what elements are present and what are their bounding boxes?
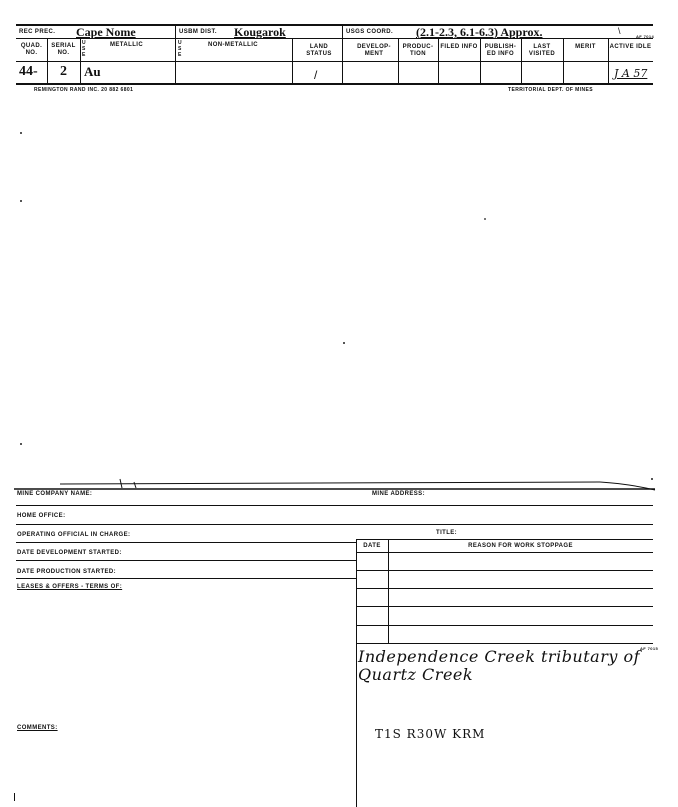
divider	[356, 643, 653, 644]
home-office-label: HOME OFFICE:	[17, 513, 66, 519]
divider	[16, 578, 356, 579]
col-non-metallic: NON-METALLIC	[208, 42, 259, 48]
date-col-header: DATE	[363, 543, 381, 549]
col-production: PRODUC- TION	[402, 44, 434, 57]
rec-prec-label: REC PREC.	[19, 29, 56, 35]
scan-speck	[20, 443, 22, 445]
scan-speck	[343, 342, 345, 344]
col-filed-info: FILED INFO	[440, 44, 478, 50]
col-use-2: U S E	[178, 40, 183, 58]
usbm-dist-label: USBM DIST.	[179, 29, 218, 35]
land-status-value: /	[314, 68, 318, 82]
column-head-rule	[16, 61, 653, 62]
divider	[14, 793, 15, 801]
divider	[356, 552, 653, 553]
divider	[388, 539, 389, 643]
col-development: DEVELOP- MENT	[357, 44, 391, 57]
divider	[292, 38, 293, 83]
form-code-2: AF 7015	[640, 646, 659, 651]
card-edge	[0, 474, 678, 494]
divider	[356, 539, 357, 807]
scan-speck	[484, 218, 486, 220]
divider	[175, 24, 176, 83]
divider	[356, 588, 653, 589]
col-use-1: U S E	[82, 40, 87, 58]
mine-company-name-label: MINE COMPANY NAME:	[17, 491, 93, 497]
col-active-idle: ACTIVE IDLE	[609, 44, 652, 50]
divider	[80, 38, 81, 83]
usgs-coord-value: (2.1-2.3, 6.1-6.3) Approx.	[416, 25, 543, 39]
bottom-rule	[16, 83, 653, 85]
handwritten-note-line-1: Independence Creek tributary of	[358, 647, 641, 666]
rec-prec-value: Cape Nome	[76, 25, 136, 39]
usbm-dist-value: Kougarok	[234, 25, 286, 39]
divider	[16, 505, 653, 506]
reason-col-header: REASON FOR WORK STOPPAGE	[468, 543, 573, 549]
col-merit: MERIT	[575, 44, 596, 50]
col-serial-no: SERIAL NO.	[51, 43, 76, 56]
scan-speck	[20, 132, 22, 134]
col-metallic: METALLIC	[110, 42, 144, 48]
divider	[16, 524, 653, 525]
usgs-coord-label: USGS COORD.	[346, 29, 394, 35]
divider	[356, 570, 653, 571]
comments-label: COMMENTS:	[17, 725, 58, 731]
divider	[16, 542, 356, 543]
handwritten-note-line-3: T1S R30W KRM	[375, 727, 486, 741]
title-label: TITLE:	[436, 530, 458, 536]
date-development-label: DATE DEVELOPMENT STARTED:	[17, 550, 122, 556]
divider	[356, 625, 653, 626]
leases-offers-label: LEASES & OFFERS - TERMS OF:	[17, 584, 123, 590]
col-quad-no: QUAD. NO.	[20, 43, 43, 56]
mine-address-label: MINE ADDRESS:	[372, 491, 425, 497]
handwritten-note-line-2: Quartz Creek	[358, 665, 474, 684]
metallic-value: Au	[84, 64, 101, 79]
col-last-visited: LAST VISITED	[528, 44, 556, 57]
form-code: AF 7014	[636, 34, 655, 39]
printer-line: REMINGTON RAND INC. 20 882 6801	[34, 87, 134, 93]
quad-value: 44-	[19, 64, 38, 79]
divider	[356, 606, 653, 607]
scan-speck	[20, 200, 22, 202]
corner-mark: \	[618, 26, 621, 36]
serial-value: 2	[60, 64, 67, 79]
col-land-status: LAND STATUS	[306, 44, 332, 57]
col-published-info: PUBLISH- ED INFO	[484, 44, 517, 57]
divider	[16, 560, 356, 561]
divider	[356, 539, 653, 540]
dept-line: TERRITORIAL DEPT. OF MINES	[508, 87, 593, 93]
active-idle-value: J A 57	[614, 67, 648, 80]
divider	[342, 24, 343, 83]
date-production-label: DATE PRODUCTION STARTED:	[17, 569, 117, 575]
operating-official-label: OPERATING OFFICIAL IN CHARGE:	[17, 532, 131, 538]
